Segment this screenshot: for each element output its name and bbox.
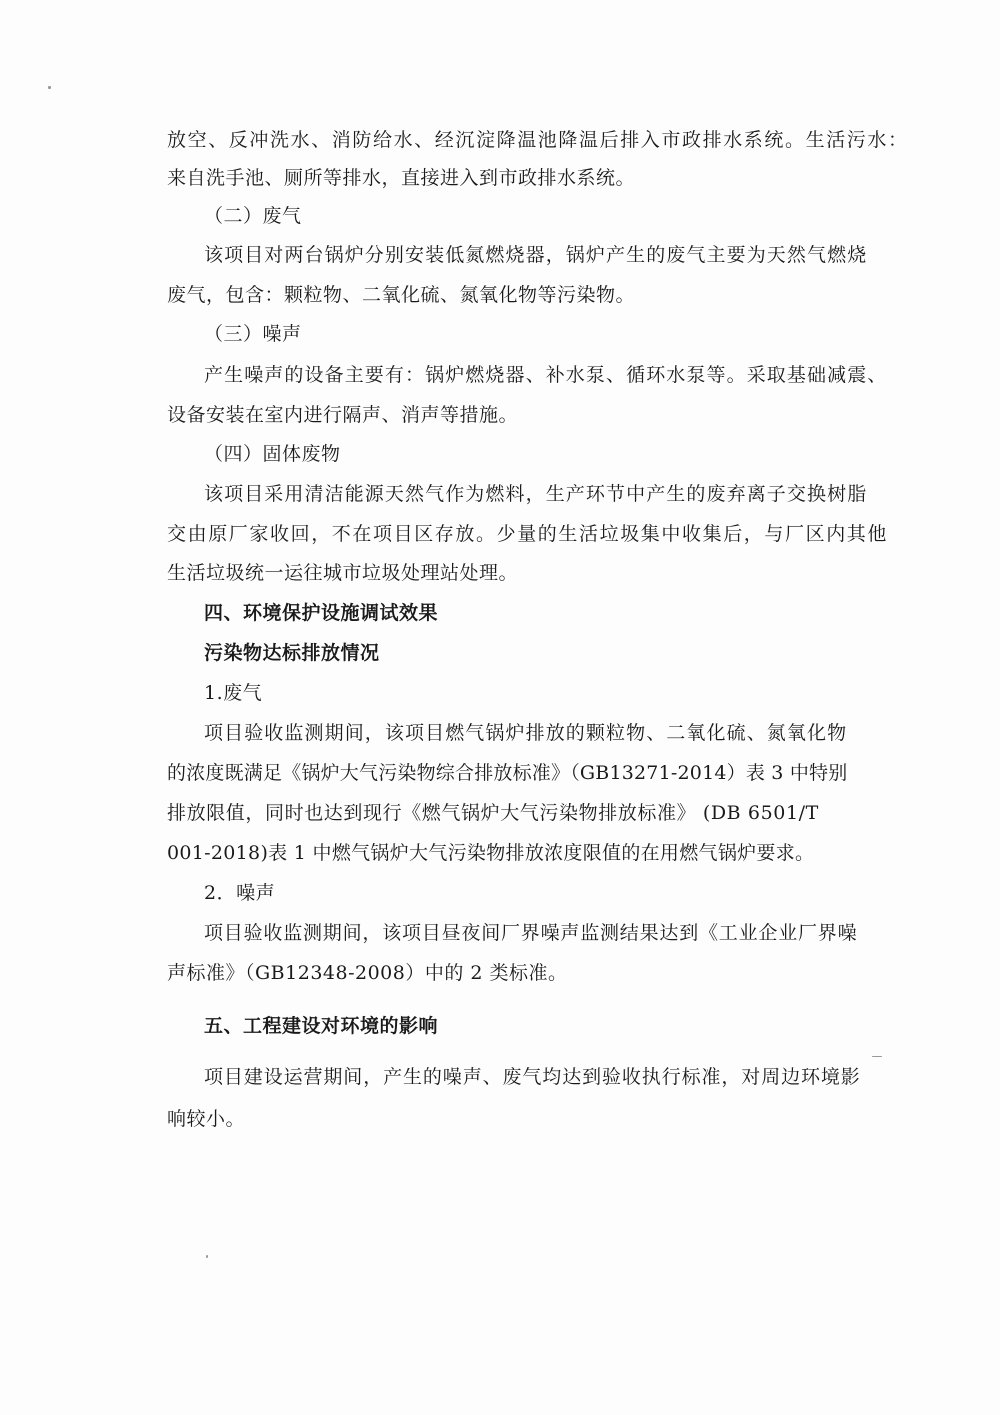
paragraph-line: 该项目采用清洁能源天然气作为燃料，生产环节中产生的废弃离子交换树脂 [204,483,868,505]
paragraph-line: 项目验收监测期间，该项目昼夜间厂界噪声监测结果达到《工业企业厂界噪 [204,922,858,944]
paragraph-line: 设备安装在室内进行隔声、消声等措施。 [167,404,519,426]
paragraph-line: 项目验收监测期间，该项目燃气锅炉排放的颗粒物、二氧化硫、氮氧化物 [204,722,848,744]
paragraph-line: 响较小。 [167,1108,246,1130]
paragraph-line: 排放限值，同时也达到现行《燃气锅炉大气污染物排放标准》 (DB 6501/T [167,802,819,824]
section-heading: （二）废气 [204,205,302,227]
scan-speck [48,86,51,89]
subsection-heading: 污染物达标排放情况 [204,642,380,664]
paragraph-line: 来自洗手池、厕所等排水，直接进入到市政排水系统。 [167,167,636,189]
subsection-heading: 2．噪声 [204,882,276,904]
paragraph-line: 声标准》（GB12348-2008）中的 2 类标准。 [167,962,568,984]
section-heading: 五、工程建设对环境的影响 [204,1015,439,1037]
paragraph-line: 废气，包含：颗粒物、二氧化硫、氮氧化物等污染物。 [167,284,636,306]
paragraph-line: 放空、反冲洗水、消防给水、经沉淀降温池降温后排入市政排水系统。生活污水： [167,129,909,151]
paragraph-line: 项目建设运营期间，产生的噪声、废气均达到验收执行标准，对周边环境影 [204,1066,861,1088]
paragraph-line: 产生噪声的设备主要有：锅炉燃烧器、补水泵、循环水泵等。采取基础减震、 [204,364,888,386]
section-heading: 四、环境保护设施调试效果 [204,602,439,624]
paragraph-line: 生活垃圾统一运往城市垃圾处理站处理。 [167,562,519,584]
paragraph-line: 的浓度既满足《锅炉大气污染物综合排放标准》（GB13271-2014）表 3 中特别 [167,762,848,784]
section-heading: （四）固体废物 [204,443,341,465]
paragraph-line: 交由原厂家收回，不在项目区存放。少量的生活垃圾集中收集后，与厂区内其他 [167,523,889,545]
paragraph-line: 该项目对两台锅炉分别安装低氮燃烧器，锅炉产生的废气主要为天然气燃烧 [204,244,868,266]
scan-speck [206,1255,208,1258]
subsection-heading: 1.废气 [204,682,263,704]
section-heading: （三）噪声 [204,323,302,345]
scan-speck [872,1056,882,1057]
paragraph-line: 001-2018)表 1 中燃气锅炉大气污染物排放浓度限值的在用燃气锅炉要求。 [167,842,815,864]
